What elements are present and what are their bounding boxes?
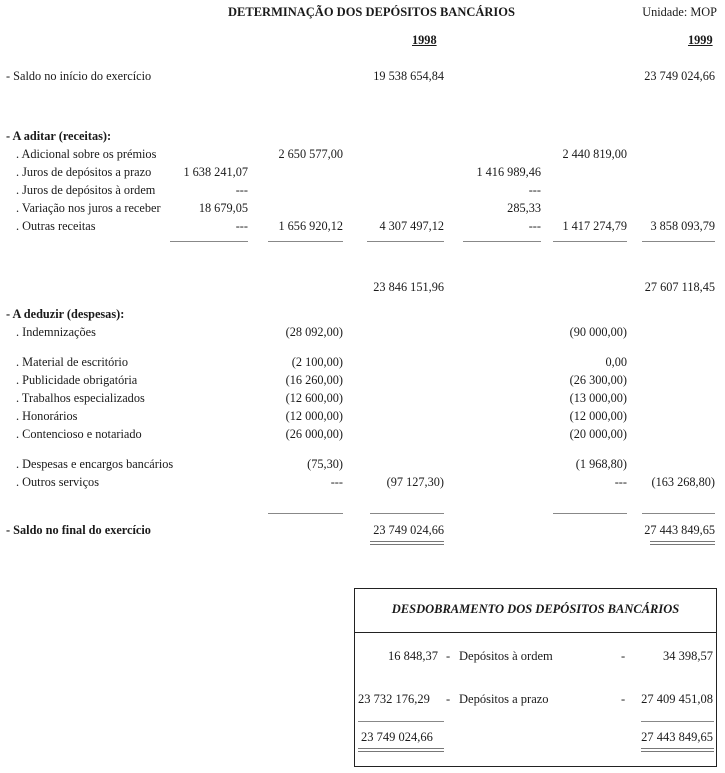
row-label: . Variação nos juros a receber xyxy=(16,201,161,215)
row-value-col-5: (90 000,00) xyxy=(569,325,627,339)
row-label: . Juros de depósitos à ordem xyxy=(16,183,156,197)
row-value-col-6: 27 607 118,45 xyxy=(644,280,715,294)
row-value-col-2: 2 650 577,00 xyxy=(278,147,343,161)
row-value-col-5: (12 000,00) xyxy=(569,409,627,423)
row-value-col-5: 0,00 xyxy=(605,355,627,369)
subtotal-rule xyxy=(358,721,444,722)
row-label: . Material de escritório xyxy=(16,355,128,369)
row-value-col-5: 2 440 819,00 xyxy=(562,147,627,161)
subtotal-rule xyxy=(367,241,444,242)
row-value-col-2: (75,30) xyxy=(307,457,343,471)
row-value-col-3: 23 846 151,96 xyxy=(373,280,444,294)
year-header-1998: 1998 xyxy=(412,33,437,47)
subtotal-rule xyxy=(370,513,444,514)
row-label: . Adicional sobre os prémios xyxy=(16,147,157,161)
row-value-col-6: 3 858 093,79 xyxy=(650,219,715,233)
breakdown-dash: - xyxy=(446,649,451,663)
row-label: . Trabalhos especializados xyxy=(16,391,145,405)
row-label: . Honorários xyxy=(16,409,78,423)
row-value-col-3: 23 749 024,66 xyxy=(373,523,444,537)
currency-unit: Unidade: MOP xyxy=(642,5,717,19)
row-label: - Saldo no final do exercício xyxy=(6,523,151,537)
row-value-col-2: (12 000,00) xyxy=(285,409,343,423)
total-double-rule xyxy=(641,748,714,752)
row-label: - Saldo no início do exercício xyxy=(6,69,152,83)
row-value-col-5: (1 968,80) xyxy=(575,457,627,471)
breakdown-title: DESDOBRAMENTO DOS DEPÓSITOS BANCÁRIOS xyxy=(355,589,716,633)
row-label: . Juros de depósitos a prazo xyxy=(16,165,152,179)
breakdown-dash: - xyxy=(621,649,626,663)
row-value-col-6: 27 443 849,65 xyxy=(644,523,715,537)
row-value-col-4: 285,33 xyxy=(507,201,541,215)
subtotal-rule xyxy=(642,513,715,514)
breakdown-1999-value: 27 409 451,08 xyxy=(641,692,713,706)
subtotal-rule xyxy=(268,513,343,514)
subtotal-rule xyxy=(268,241,343,242)
row-label: . Outros serviços xyxy=(16,475,99,489)
row-value-col-2: (12 600,00) xyxy=(285,391,343,405)
row-value-col-1: 1 638 241,07 xyxy=(183,165,248,179)
subtotal-rule xyxy=(641,721,714,722)
row-value-col-2: (28 092,00) xyxy=(285,325,343,339)
total-double-rule xyxy=(650,541,715,545)
breakdown-1999-value: 34 398,57 xyxy=(663,649,713,663)
subtotal-rule xyxy=(553,513,627,514)
breakdown-total-1999: 27 443 849,65 xyxy=(641,730,713,744)
breakdown-dash: - xyxy=(621,692,626,706)
row-label: . Indemnizações xyxy=(16,325,96,339)
row-value-col-1: 18 679,05 xyxy=(198,201,248,215)
row-value-col-6: (163 268,80) xyxy=(651,475,715,489)
row-value-col-4: --- xyxy=(528,183,541,197)
row-value-col-5: 1 417 274,79 xyxy=(562,219,627,233)
row-value-col-3: 19 538 654,84 xyxy=(373,69,444,83)
row-label: . Outras receitas xyxy=(16,219,96,233)
row-value-col-3: (97 127,30) xyxy=(386,475,444,489)
row-value-col-5: (13 000,00) xyxy=(569,391,627,405)
row-label: - A aditar (receitas): xyxy=(6,129,112,143)
total-double-rule xyxy=(358,748,444,752)
row-value-col-4: 1 416 989,46 xyxy=(476,165,541,179)
row-value-col-2: (16 260,00) xyxy=(285,373,343,387)
row-value-col-2: --- xyxy=(330,475,343,489)
breakdown-label: Depósitos a prazo xyxy=(459,692,549,706)
row-value-col-1: --- xyxy=(235,219,248,233)
breakdown-label: Depósitos à ordem xyxy=(459,649,553,663)
row-label: - A deduzir (despesas): xyxy=(6,307,125,321)
subtotal-rule xyxy=(553,241,627,242)
row-value-col-2: (26 000,00) xyxy=(285,427,343,441)
breakdown-total-1998: 23 749 024,66 xyxy=(361,730,433,744)
row-label: . Despesas e encargos bancários xyxy=(16,457,174,471)
row-value-col-5: (20 000,00) xyxy=(569,427,627,441)
breakdown-box xyxy=(354,588,717,767)
row-label: . Publicidade obrigatória xyxy=(16,373,138,387)
row-value-col-5: (26 300,00) xyxy=(569,373,627,387)
breakdown-1998-value: 23 732 176,29 xyxy=(358,692,430,706)
row-value-col-4: --- xyxy=(528,219,541,233)
subtotal-rule xyxy=(642,241,715,242)
breakdown-1998-value: 16 848,37 xyxy=(388,649,438,663)
row-value-col-2: 1 656 920,12 xyxy=(278,219,343,233)
row-value-col-1: --- xyxy=(235,183,248,197)
total-double-rule xyxy=(370,541,444,545)
breakdown-dash: - xyxy=(446,692,451,706)
subtotal-rule xyxy=(170,241,248,242)
row-label: . Contencioso e notariado xyxy=(16,427,142,441)
row-value-col-3: 4 307 497,12 xyxy=(379,219,444,233)
row-value-col-5: --- xyxy=(614,475,627,489)
row-value-col-6: 23 749 024,66 xyxy=(644,69,715,83)
row-value-col-2: (2 100,00) xyxy=(291,355,343,369)
page-title: DETERMINAÇÃO DOS DEPÓSITOS BANCÁRIOS xyxy=(228,5,515,19)
subtotal-rule xyxy=(463,241,541,242)
year-header-1999: 1999 xyxy=(688,33,713,47)
